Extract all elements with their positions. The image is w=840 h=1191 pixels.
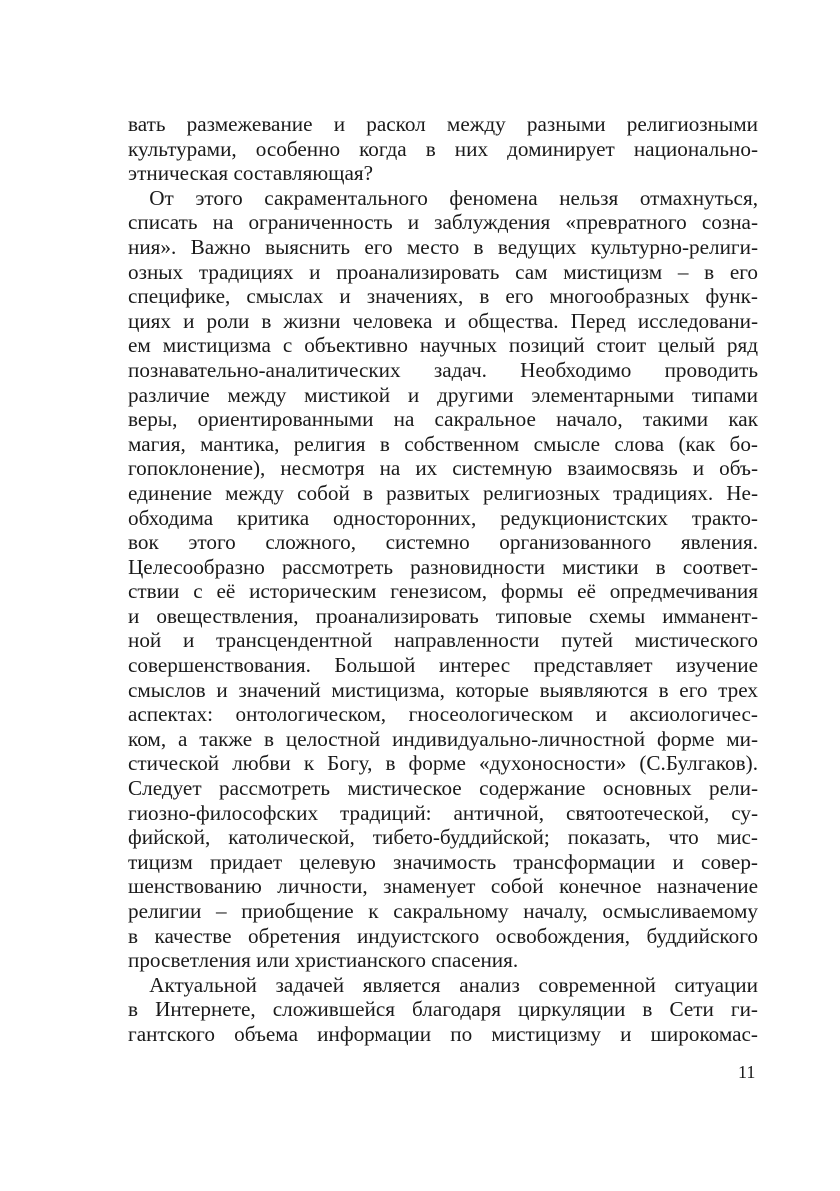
- text-line: фийской, католической, тибето-буддийской; показать, что мис-: [128, 825, 758, 850]
- text-line: Целесообразно рассмотреть разновидности мистики в соответ-: [128, 554, 758, 579]
- text-line: магия, мантика, религия в собственном смысле слова (как бо-: [128, 431, 758, 456]
- text-line: гиозно-философских традиций: античной, святоотеческой, су-: [128, 800, 758, 825]
- text-line: различие между мистикой и другими элементарными типами: [128, 382, 758, 407]
- text-line: Следует рассмотреть мистическое содержание основных рели-: [128, 776, 758, 801]
- paragraph-3: [128, 973, 758, 1047]
- text-line: ем мистицизма с объективно научных позиций стоит целый ряд: [128, 333, 758, 358]
- text-line: ствии с её историческим генезисом, формы её опредмечивания: [128, 579, 758, 604]
- text-line: ком, а также в целостной индивидуально-личностной форме ми-: [128, 726, 758, 751]
- paragraph-2: [128, 186, 758, 973]
- text-line: веры, ориентированными на сакральное начало, такими как: [128, 407, 758, 432]
- text-line: этническая составляющая?: [128, 161, 374, 186]
- text-line: шенствованию личности, знаменует собой конечное назначение: [128, 874, 758, 899]
- text-line: в Интернете, сложившейся благодаря циркуляции в Сети ги-: [128, 997, 758, 1022]
- text-line: ной и трансцендентной направленности путей мистического: [128, 628, 758, 653]
- text-line: Актуальной задачей является анализ современной ситуации: [128, 972, 758, 997]
- text-line: озных традициях и проанализировать сам мистицизм – в его: [128, 259, 758, 284]
- text-line: смыслов и значений мистицизма, которые выявляются в его трех: [128, 677, 758, 702]
- text-line: вок этого сложного, системно организованного явления.: [128, 530, 758, 555]
- text-line: гопоклонение), несмотря на их системную взаимосвязь и объ-: [128, 456, 758, 481]
- text-line: тицизм придает целевую значимость трансформации и совер-: [128, 849, 758, 874]
- text-line: ния». Важно выяснить его место в ведущих культурно-религи-: [128, 234, 758, 259]
- paragraph-1: [128, 112, 758, 186]
- text-line: циях и роли в жизни человека и общества. Перед исследовани-: [128, 308, 758, 333]
- text-line: в качестве обретения индуистского освобождения, буддийского: [128, 923, 758, 948]
- body-text: [128, 112, 758, 1047]
- text-line: вать размежевание и раскол между разными религиозными: [128, 112, 758, 136]
- text-line: списать на ограниченность и заблуждения «превратного созна-: [128, 210, 758, 235]
- text-line: специфике, смыслах и значениях, в его многообразных функ-: [128, 284, 758, 309]
- text-line: религии – приобщение к сакральному началу, осмысливаемому: [128, 899, 758, 923]
- text-line: и овеществления, проанализировать типовые схемы имманент-: [128, 603, 758, 628]
- page-number: 11: [738, 1062, 756, 1082]
- text-line: стической любви к Богу, в форме «духоносности» (С.Булгаков).: [128, 751, 758, 776]
- text-line: От этого сакраментального феномена нельзя отмахнуться,: [128, 185, 758, 210]
- text-line: гантского объема информации по мистицизму и широкомас-: [128, 1021, 758, 1046]
- text-line: совершенствования. Большой интерес представляет изучение: [128, 653, 758, 678]
- text-line: просветления или христианского спасения.: [128, 948, 519, 973]
- text-line: познавательно-аналитических задач. Необходимо проводить: [128, 357, 758, 382]
- text-line: аспектах: онтологическом, гносеологическом и аксиологичес-: [128, 702, 758, 727]
- text-line: обходима критика односторонних, редукционистских тракто-: [128, 505, 758, 530]
- text-line: культурами, особенно когда в них доминирует национально-: [128, 136, 758, 161]
- text-line: единение между собой в развитых религиозных традициях. Не-: [128, 480, 758, 505]
